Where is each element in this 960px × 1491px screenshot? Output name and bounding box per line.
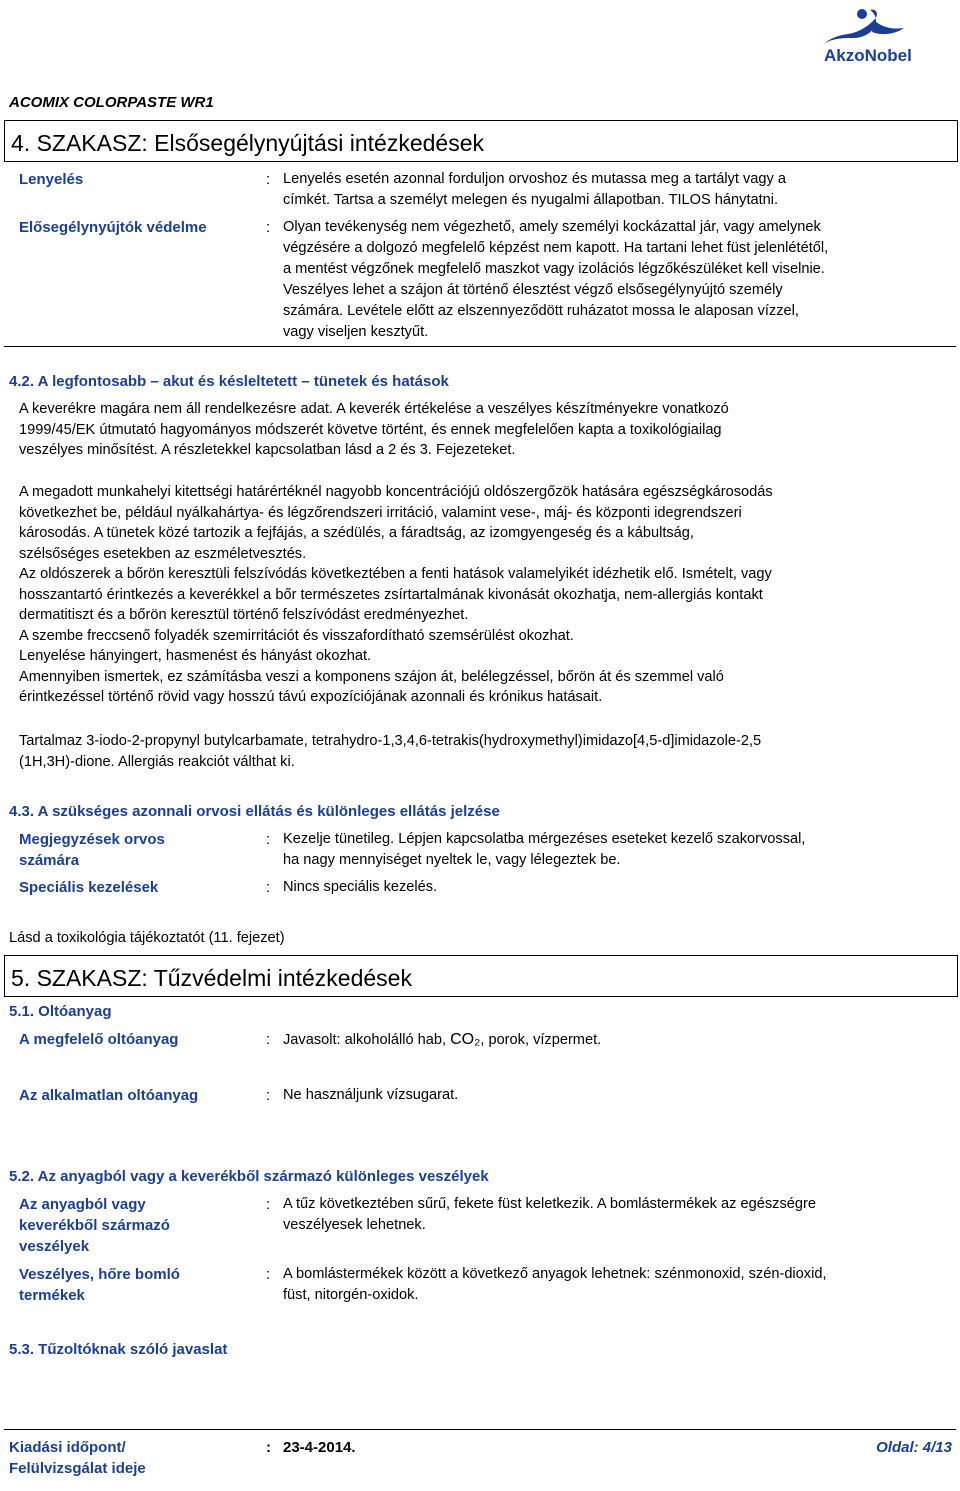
text-line: károsodás. A tünetek közé tartozik a fejfájás, a szédülés, a fáradtság, az izomgyengeség és a kábultság, [19, 525, 694, 541]
akzonobel-logo [818, 4, 946, 70]
footer-colon: : [266, 1439, 271, 1456]
text-line: füst, nitorgén-oxidok. [283, 1287, 419, 1303]
text-part: , porok, vízpermet. [480, 1032, 602, 1048]
text-line: veszélyes minősítést. A részletekkel kapcsolatban lásd a 2 és 3. Fejezeteket. [19, 442, 516, 458]
section-4-title: 4. SZAKASZ: Elsősegélynyújtási intézkedések [11, 130, 485, 156]
text-line: Lenyelés esetén azonnal forduljon orvoshoz és mutassa meg a tartályt vagy a [283, 171, 786, 187]
label-line: keverékből származó [19, 1217, 170, 1234]
section-5-header [4, 955, 958, 997]
text-line: 1999/45/EK útmutató hagyományos módszerét követve történt, és ennek megfelelően kapta a toxikológiailag [19, 421, 722, 438]
label-line: Kiadási időpont/ [9, 1439, 126, 1456]
specific-treatments-text: Nincs speciális kezelés. [283, 879, 438, 895]
suitable-extinguishing-label: A megfelelő oltóanyag [19, 1031, 179, 1048]
text-line: A szembe freccsenő folyadék szemirritációt és visszafordítható szemsérülést okozhat. [19, 627, 574, 644]
text-line: dermatitiszt és a bőrön keresztül történő felszívódást eredményezhet. [19, 607, 469, 623]
divider [4, 346, 956, 347]
unsuitable-extinguishing-text: Ne használjunk vízsugarat. [283, 1087, 459, 1103]
subsection-5-3-title: 5.3. Tűzoltóknak szóló javaslat [9, 1341, 228, 1358]
colon: : [266, 1031, 271, 1048]
allergen-paragraph [19, 731, 944, 772]
text-line: számára. Levétele előtt az elszennyeződött ruházatot mossa le alaposan vízzel, [283, 303, 799, 319]
brand-name: AkzoNobel [824, 46, 912, 65]
text-line: A megadott munkahelyi kitettségi határértéknél nagyobb koncentrációjú oldószergőzök hatására egészségkárosodás [19, 484, 773, 500]
symptoms-paragraph-1 [19, 399, 944, 461]
physician-notes-label [19, 829, 165, 871]
text-line: Amennyiben ismertek, ez számításba veszi a komponens szájon át, belélegzéssel, bőrön át és szemmel való [19, 668, 724, 685]
first-aider-protection-text [283, 217, 948, 343]
label-line: termékek [19, 1287, 85, 1304]
subsection-4-3-title: 4.3. A szükséges azonnali orvosi ellátás és különleges ellátás jelzése [9, 803, 500, 820]
text-line: Olyan tevékenység nem végezhető, amely személyi kockázattal jár, vagy amelynek [283, 219, 821, 235]
text-line: A bomlástermékek között a következő anyagok lehetnek: szénmonoxid, szén-dioxid, [283, 1266, 827, 1282]
decomposition-products-text [283, 1264, 948, 1306]
toxicology-reference: Lásd a toxikológia tájékoztatót (11. fejezet) [9, 930, 285, 946]
label-line: Az anyagból vagy [19, 1196, 146, 1213]
symptoms-paragraph-2 [19, 482, 944, 708]
text-line: veszélyesek lehetnek. [283, 1217, 426, 1233]
suitable-extinguishing-text [283, 1029, 948, 1051]
co2-formula: CO₂ [450, 1031, 481, 1048]
revision-date: 23-4-2014. [283, 1439, 356, 1456]
page-number: Oldal: 4/13 [876, 1439, 952, 1456]
text-line: hosszantartó érintkezés a keverékkel a bőr természetes zsírtartalmának kivonását okozhatja, nem-allergiás kontakt [19, 586, 763, 603]
text-line: (1H,3H)-dione. Allergiás reakciót válthat ki. [19, 753, 295, 770]
label-line: Veszélyes, hőre bomló [19, 1266, 180, 1283]
special-hazards-label [19, 1194, 170, 1257]
text-line: ha nagy mennyiséget nyeltek le, vagy lélegeztek be. [283, 852, 621, 868]
subsection-4-2-title: 4.2. A legfontosabb – akut és késleltetett – tünetek és hatások [9, 373, 449, 390]
text-line: szélsőséges esetekben az eszméletvesztés. [19, 545, 307, 562]
decomposition-products-label [19, 1264, 180, 1306]
footer-divider [4, 1429, 956, 1430]
special-hazards-text [283, 1194, 948, 1236]
label-line: Megjegyzések orvos [19, 831, 165, 848]
first-aider-protection-label: Elősegélynyújtók védelme [19, 219, 207, 236]
colon: : [266, 879, 271, 896]
colon: : [266, 219, 271, 236]
subsection-5-1-title: 5.1. Oltóanyag [9, 1003, 112, 1020]
text-line: Lenyelése hányingert, hasmenést és hányást okozhat. [19, 648, 372, 664]
unsuitable-extinguishing-label: Az alkalmatlan oltóanyag [19, 1087, 199, 1104]
ingestion-text [283, 169, 948, 211]
colon: : [266, 1266, 271, 1283]
text-line: Kezelje tünetileg. Lépjen kapcsolatba mérgezéses eseteket kezelő szakorvossal, [283, 831, 806, 847]
label-line: számára [19, 852, 80, 869]
text-line: Az oldószerek a bőrön keresztüli felszívódás következtében a fenti hatások valamelyikét idézhetik elő. Ismételt, vagy [19, 566, 772, 582]
text-line: következhet be, például nyálkahártya- és légzőrendszeri irritáció, valamint vese-, máj- és központi idegrendszeri [19, 504, 742, 521]
text-part: Javasolt: alkoholálló hab, [283, 1032, 451, 1048]
section-5-title: 5. SZAKASZ: Tűzvédelmi intézkedések [11, 965, 412, 991]
colon: : [266, 1087, 271, 1104]
text-line: a mentést végzőnek megfelelő maszkot vagy izolációs légzőkészüléket kell viselnie. [283, 261, 825, 277]
subsection-5-2-title: 5.2. Az anyagból vagy a keverékből származó különleges veszélyek [9, 1168, 489, 1185]
text-line: címkét. Tartsa a személyt melegen és nyugalmi állapotban. TILOS hánytatni. [283, 192, 779, 208]
label-line: veszélyek [19, 1238, 90, 1255]
label-line: Felülvizsgálat ideje [9, 1460, 146, 1477]
specific-treatments-label: Speciális kezelések [19, 879, 159, 896]
text-line: végzésére a dolgozó megfelelő képzést nem kapott. Ha tartani lehet füst jelenlététől, [283, 240, 829, 256]
physician-notes-text [283, 829, 948, 871]
text-line: érintkezéssel történő rövid vagy hosszú távú expozíciójának azonnali és krónikus hatásait. [19, 689, 603, 705]
text-line: Veszélyes lehet a szájon át történő élesztést végző elsősegélynyújtó személy [283, 282, 783, 298]
text-line: A tűz következtében sűrű, fekete füst keletkezik. A bomlástermékek az egészségre [283, 1196, 816, 1212]
text-line: Tartalmaz 3-iodo-2-propynyl butylcarbamate, tetrahydro-1,3,4,6-tetrakis(hydroxymethyl)imidazo[4,5-d]imidazole-2,5 [19, 733, 762, 749]
revision-date-label [9, 1437, 146, 1479]
product-name: ACOMIX COLORPASTE WR1 [9, 94, 214, 111]
colon: : [266, 831, 271, 848]
ingestion-label: Lenyelés [19, 171, 84, 188]
section-4-header [4, 120, 958, 162]
colon: : [266, 171, 271, 188]
text-line: A keverékre magára nem áll rendelkezésre adat. A keverék értékelése a veszélyes készítményekre vonatkozó [19, 401, 729, 417]
colon: : [266, 1196, 271, 1213]
text-line: vagy viseljen kesztyűt. [283, 324, 429, 340]
